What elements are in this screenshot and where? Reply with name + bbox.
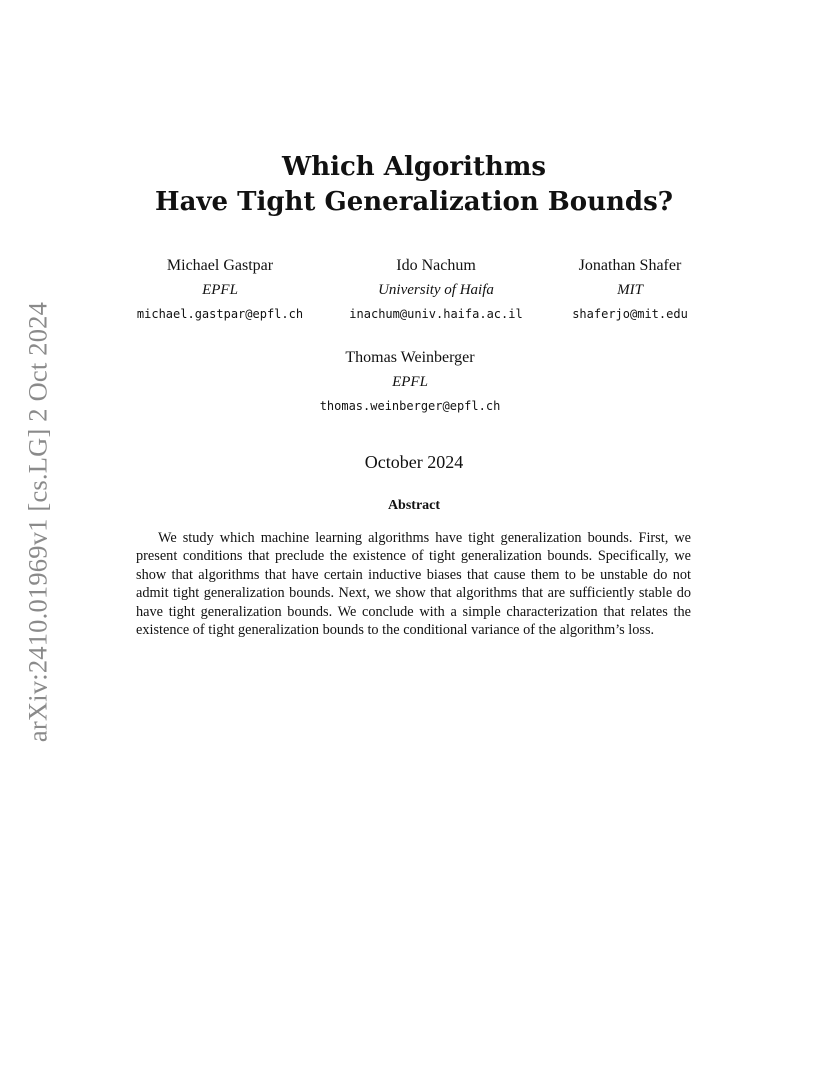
author-email: michael.gastpar@epfl.ch	[136, 307, 304, 321]
paper-title-line-2: Have Tight Generalization Bounds?	[155, 187, 673, 217]
author-email: inachum@univ.haifa.ac.il	[349, 307, 523, 321]
author-affiliation: EPFL	[392, 374, 428, 390]
author-email: shaferjo@mit.edu	[572, 307, 688, 321]
paper-title-line-1: Which Algorithms	[282, 152, 546, 182]
author-affiliation: EPFL	[202, 282, 238, 298]
author-block-shafer	[500, 258, 760, 321]
paper-title	[0, 150, 828, 220]
author-name: Ido Nachum	[396, 257, 476, 274]
author-affiliation: MIT	[617, 282, 643, 298]
author-name: Thomas Weinberger	[345, 349, 475, 366]
publication-date: October 2024	[364, 452, 464, 472]
author-block-weinberger	[280, 350, 540, 413]
author-email: thomas.weinberger@epfl.ch	[319, 399, 501, 413]
author-affiliation: University of Haifa	[378, 282, 494, 298]
author-name: Jonathan Shafer	[578, 257, 682, 274]
arxiv-identifier-stamp: arXiv:2410.01969v1 [cs.LG] 2 Oct 2024	[22, 301, 53, 743]
abstract-text: We study which machine learning algorithms have tight generalization bounds. First, we present conditions that preclude the existence of tight generalization bounds. Specifically, we show that algorithms that have certain inductive biases that cause them to be unstable do not admit tight generalization bounds. Next, we show that algorithms that are sufficiently stable do have tight generalization bounds. We conclude with a simple characterization that relates the existence of tight generalization bounds to the conditional variance of the algorithm’s loss.	[136, 530, 691, 639]
author-name: Michael Gastpar	[166, 257, 274, 274]
abstract-heading: Abstract	[387, 498, 441, 513]
